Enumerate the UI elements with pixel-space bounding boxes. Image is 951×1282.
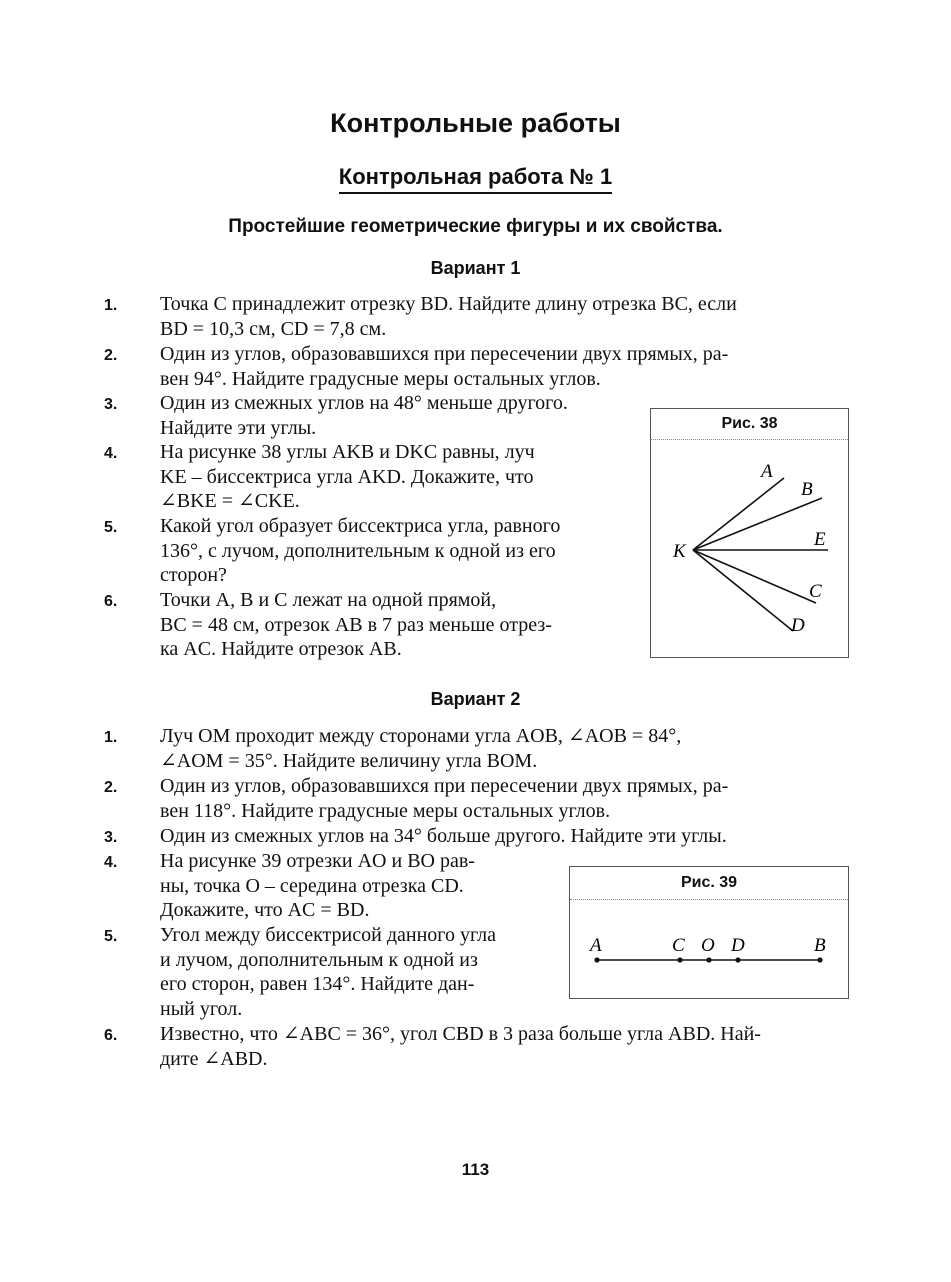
problem-line: На рисунке 38 углы AKB и DKC равны, луч bbox=[160, 441, 535, 463]
problem-number: 4. bbox=[104, 445, 118, 462]
problem-number: 3. bbox=[104, 829, 118, 846]
problem-line: На рисунке 39 отрезки AO и BO рав- bbox=[160, 850, 475, 872]
problem-line: ны, точка O – середина отрезка CD. bbox=[160, 874, 464, 897]
problem-line: вен 94°. Найдите градусные меры остальных углов. bbox=[160, 367, 601, 390]
page-number: 113 bbox=[461, 1160, 490, 1179]
topic-title: Простейшие геометрические фигуры и их свойства. bbox=[228, 216, 723, 237]
problem-line: Один из углов, образовавшихся при пересечении двух прямых, ра- bbox=[160, 775, 729, 797]
problem-number: 1. bbox=[104, 297, 118, 314]
problem-line: Известно, что ∠ABC = 36°, угол CBD в 3 раза больше угла ABD. Най- bbox=[160, 1023, 761, 1045]
problem-line: BC = 48 см, отрезок AB в 7 раз меньше отрез- bbox=[160, 613, 552, 636]
problem-number: 3. bbox=[104, 396, 118, 413]
problem-line: Один из углов, образовавшихся при пересечении двух прямых, ра- bbox=[160, 343, 729, 365]
label-b: B bbox=[814, 935, 826, 956]
problem-line: Какой угол образует биссектриса угла, равного bbox=[160, 515, 561, 537]
problem-number: 4. bbox=[104, 854, 118, 871]
problem-line: Луч OM проходит между сторонами угла AOB, ∠AOB = 84°, bbox=[160, 725, 682, 747]
problem-line: KE – биссектриса угла AKD. Докажите, что bbox=[160, 465, 534, 488]
page-heading: Контрольные работы bbox=[330, 108, 621, 138]
problem-line: ка AC. Найдите отрезок AB. bbox=[160, 638, 402, 660]
problem-number: 5. bbox=[104, 928, 118, 945]
figure-39-caption: Рис. 39 bbox=[570, 867, 848, 900]
ray-ka bbox=[693, 478, 784, 550]
problem-number: 1. bbox=[104, 729, 118, 746]
problem-line: Один из смежных углов на 34° больше другого. Найдите эти углы. bbox=[160, 825, 727, 847]
problem-line: ный угол. bbox=[160, 997, 243, 1020]
problem-line: Один из смежных углов на 48° меньше другого. bbox=[160, 392, 568, 414]
label-d: D bbox=[791, 615, 805, 636]
problem-number: 6. bbox=[104, 593, 118, 610]
label-d: D bbox=[731, 935, 745, 956]
label-e: E bbox=[814, 529, 826, 550]
problem-number: 2. bbox=[104, 779, 118, 796]
problem-line: вен 118°. Найдите градусные меры остальных углов. bbox=[160, 799, 611, 822]
point-c bbox=[677, 957, 682, 962]
problem-number: 2. bbox=[104, 347, 118, 364]
problem-line: Докажите, что AC = BD. bbox=[160, 899, 370, 921]
problem-line: BD = 10,3 см, CD = 7,8 см. bbox=[160, 317, 387, 340]
point-b bbox=[817, 957, 822, 962]
ray-kb bbox=[693, 498, 822, 550]
label-b: B bbox=[801, 479, 813, 500]
label-a: A bbox=[590, 935, 602, 956]
figure-38-drawing bbox=[651, 409, 848, 657]
label-c: C bbox=[809, 581, 822, 602]
problem-line: и лучом, дополнительным к одной из bbox=[160, 948, 478, 971]
label-a: A bbox=[761, 461, 773, 482]
problem-line: сторон? bbox=[160, 564, 227, 586]
label-c: C bbox=[672, 935, 685, 956]
test-title: Контрольная работа № 1 bbox=[339, 164, 612, 194]
variant-2-title: Вариант 2 bbox=[430, 689, 521, 709]
point-a bbox=[594, 957, 599, 962]
problem-line: Точки A, B и C лежат на одной прямой, bbox=[160, 589, 497, 611]
label-k: K bbox=[673, 541, 686, 562]
figure-39 bbox=[569, 866, 849, 999]
point-d bbox=[735, 957, 740, 962]
figure-38 bbox=[650, 408, 849, 658]
problem-line: дите ∠ABD. bbox=[160, 1047, 268, 1070]
figure-39-drawing bbox=[570, 867, 848, 998]
problem-line: Найдите эти углы. bbox=[160, 416, 317, 439]
ray-kc bbox=[693, 550, 816, 603]
ray-kd bbox=[693, 550, 793, 631]
label-o: O bbox=[701, 935, 715, 956]
problem-number: 5. bbox=[104, 519, 118, 536]
point-o bbox=[706, 957, 711, 962]
problem-line: Точка C принадлежит отрезку BD. Найдите длину отрезка BC, если bbox=[160, 293, 737, 315]
problem-line: Угол между биссектрисой данного угла bbox=[160, 924, 497, 946]
variant-1-title: Вариант 1 bbox=[430, 258, 521, 278]
problem-line: ∠AOM = 35°. Найдите величину угла BOM. bbox=[160, 749, 538, 772]
problem-line: ∠BKE = ∠CKE. bbox=[160, 490, 300, 512]
figure-38-caption: Рис. 38 bbox=[651, 409, 848, 440]
problem-line: 136°, с лучом, дополнительным к одной из его bbox=[160, 539, 556, 562]
problem-number: 6. bbox=[104, 1027, 118, 1044]
problem-line: его сторон, равен 134°. Найдите дан- bbox=[160, 973, 475, 995]
